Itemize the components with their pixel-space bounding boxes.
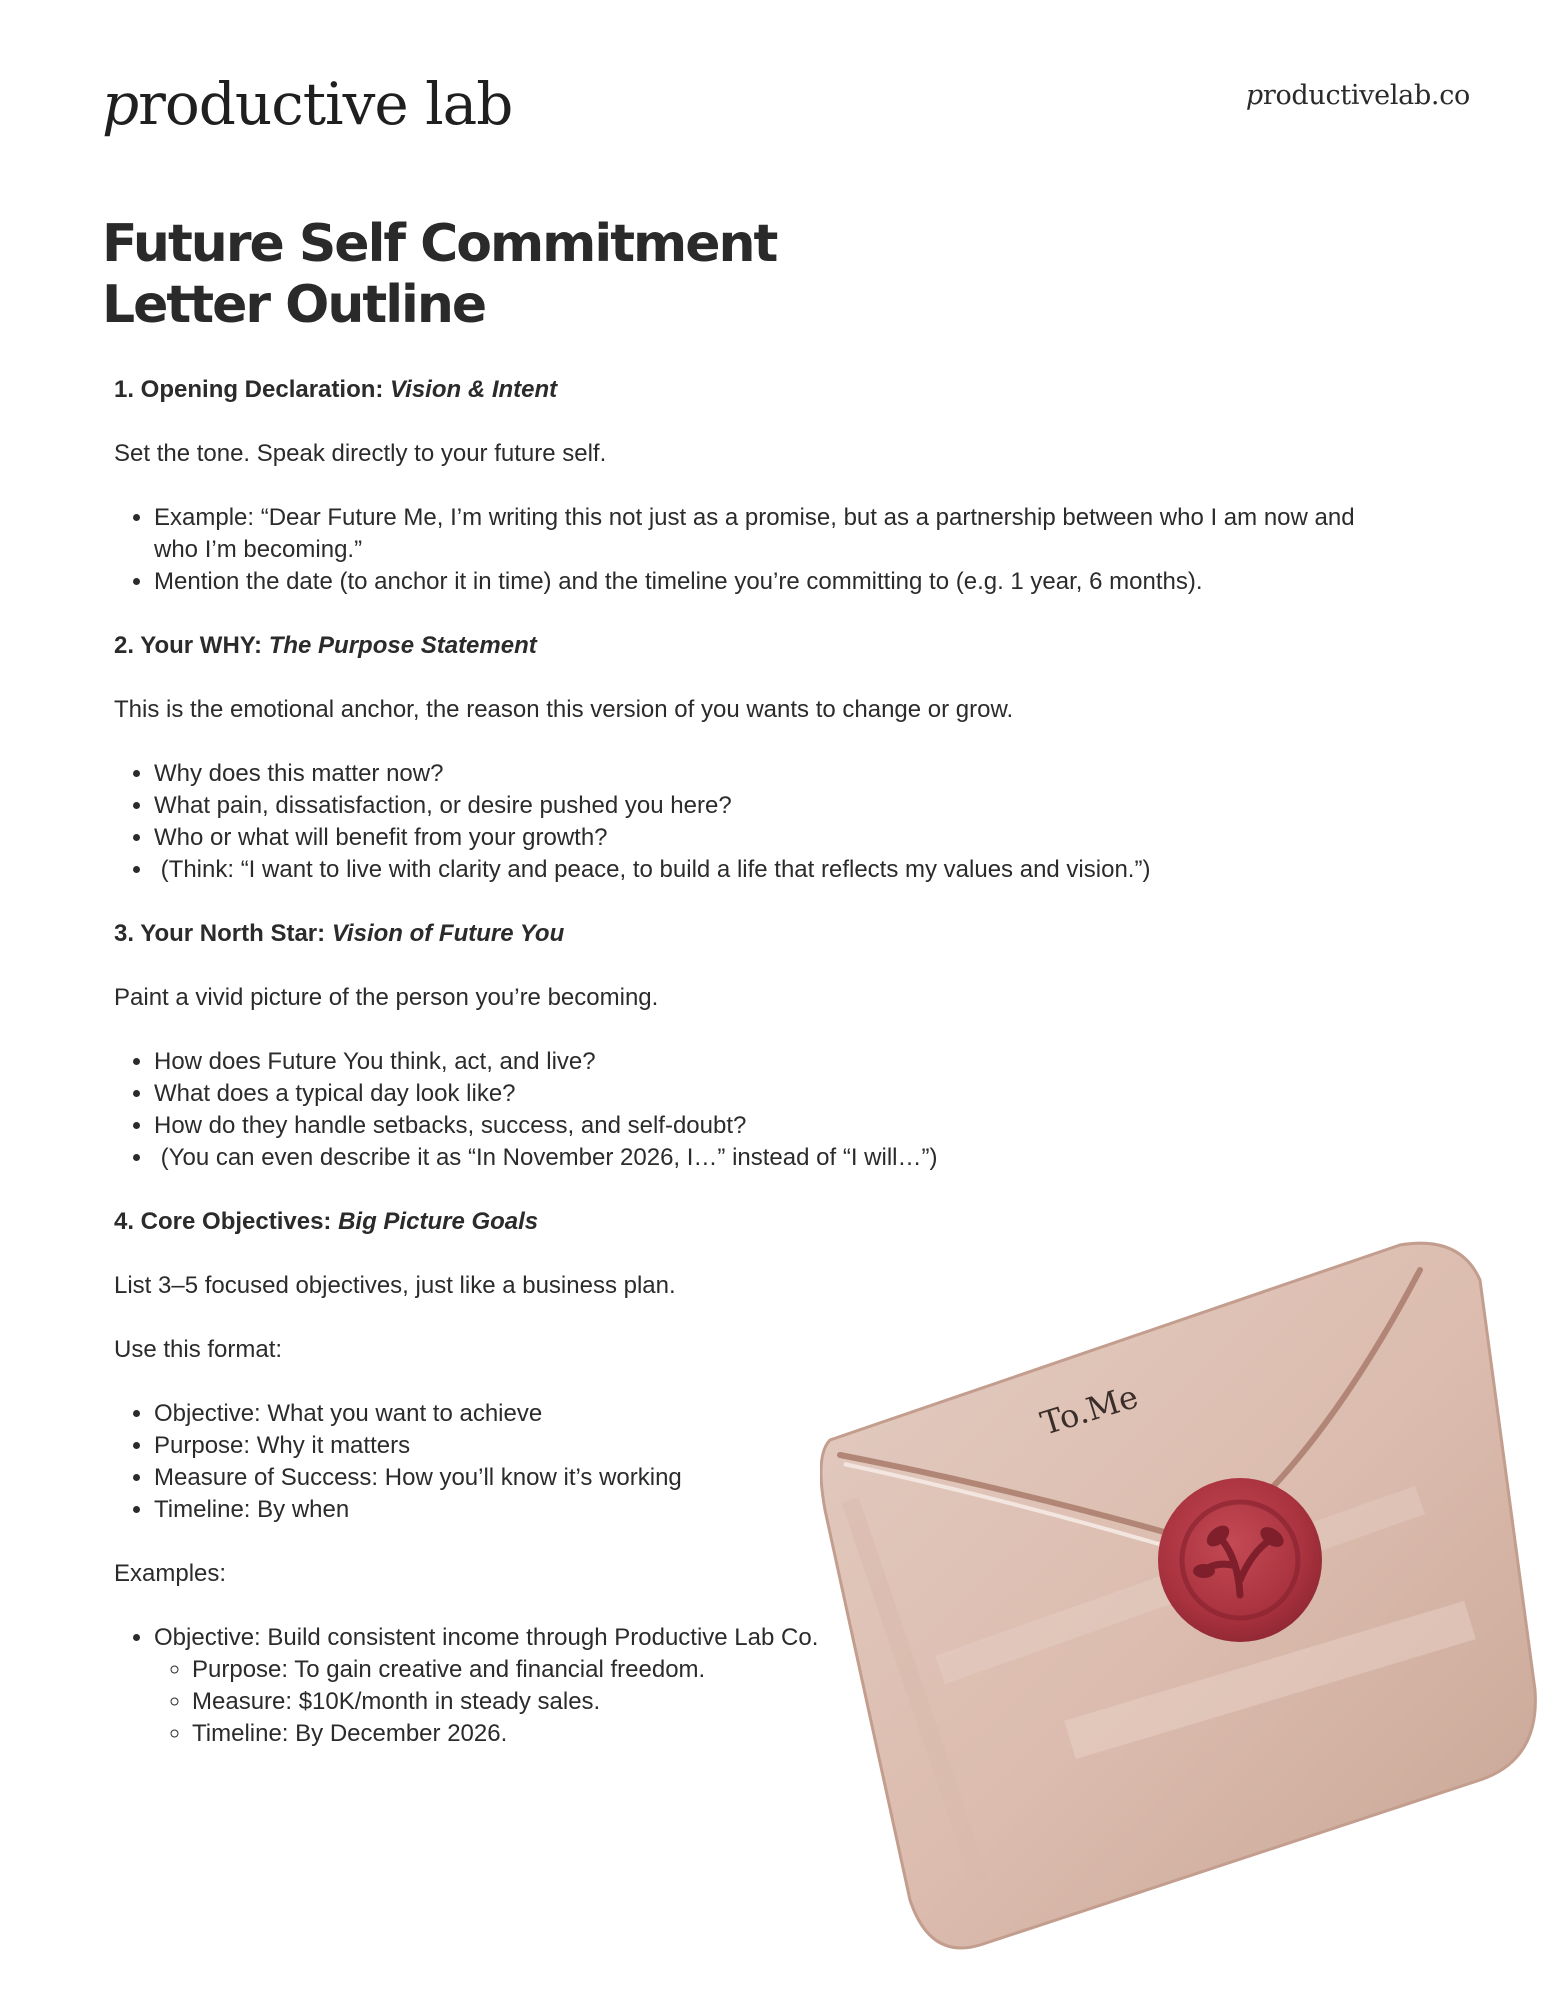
section-3-heading: 3. Your North Star: Vision of Future You [114,920,565,947]
list-item: • Mention the date (to anchor it in time) and the timeline you’re committing to (e.g. 1 year, 6 months). [154,566,1364,598]
website-link[interactable]: productivelab.co [1245,80,1470,111]
section-1-list [114,502,1364,598]
section-4-format-label: Use this format: [114,1336,283,1363]
list-item: ◦ Timeline: By December 2026. [192,1718,1364,1750]
example-objective: Objective: Build consistent income through Productive Lab Co. [154,1624,819,1651]
list-item: • (You can even describe it as “In November 2026, I…” instead of “I will…”) [154,1142,1364,1174]
section-2-intro: This is the emotional anchor, the reason this version of you wants to change or grow. [114,696,1014,723]
list-item: • Measure of Success: How you’ll know it’s working [154,1462,1364,1494]
section-4-examples-label: Examples: [114,1560,227,1587]
list-item: • Timeline: By when [154,1494,1364,1526]
list-item: • Example: “Dear Future Me, I’m writing this not just as a promise, but as a partnership between who I am now and who I’m becoming.” [154,502,1364,566]
section-4-intro: List 3–5 focused objectives, just like a business plan. [114,1272,676,1299]
list-item: • What does a typical day look like? [154,1078,1364,1110]
section-4-heading: 4. Core Objectives: Big Picture Goals [114,1208,539,1235]
section-1-intro: Set the tone. Speak directly to your future self. [114,440,607,467]
list-item: • Objective: What you want to achieve [154,1398,1364,1430]
page-title [102,214,802,336]
envelope-label: To.Me [1036,1377,1143,1443]
section-3-list [114,1046,1364,1174]
list-item: ◦ Measure: $10K/month in steady sales. [192,1686,1364,1718]
list-item: • How does Future You think, act, and live? [154,1046,1364,1078]
list-item: ◦ Purpose: To gain creative and financial freedom. [192,1654,1364,1686]
section-1-heading: 1. Opening Declaration: Vision & Intent [114,376,558,403]
section-2-list [114,758,1364,886]
list-item: • Purpose: Why it matters [154,1430,1364,1462]
envelope-illustration [820,1240,1540,1950]
page-title-line-2: Letter Outline [102,275,486,335]
section-3-intro: Paint a vivid picture of the person you’re becoming. [114,984,659,1011]
wax-seal-icon [1158,1478,1322,1642]
page-title-line-1: Future Self Commitment [102,214,777,274]
list-item: • Who or what will benefit from your growth? [154,822,1364,854]
list-item: • (Think: “I want to live with clarity and peace, to build a life that reflects my values and vision.”) [154,854,1364,886]
list-item: • Why does this matter now? [154,758,1364,790]
list-item: • How do they handle setbacks, success, and self-doubt? [154,1110,1364,1142]
brand-logo: productive lab [102,70,513,138]
list-item: • What pain, dissatisfaction, or desire pushed you here? [154,790,1364,822]
section-2-heading: 2. Your WHY: The Purpose Statement [114,632,537,659]
